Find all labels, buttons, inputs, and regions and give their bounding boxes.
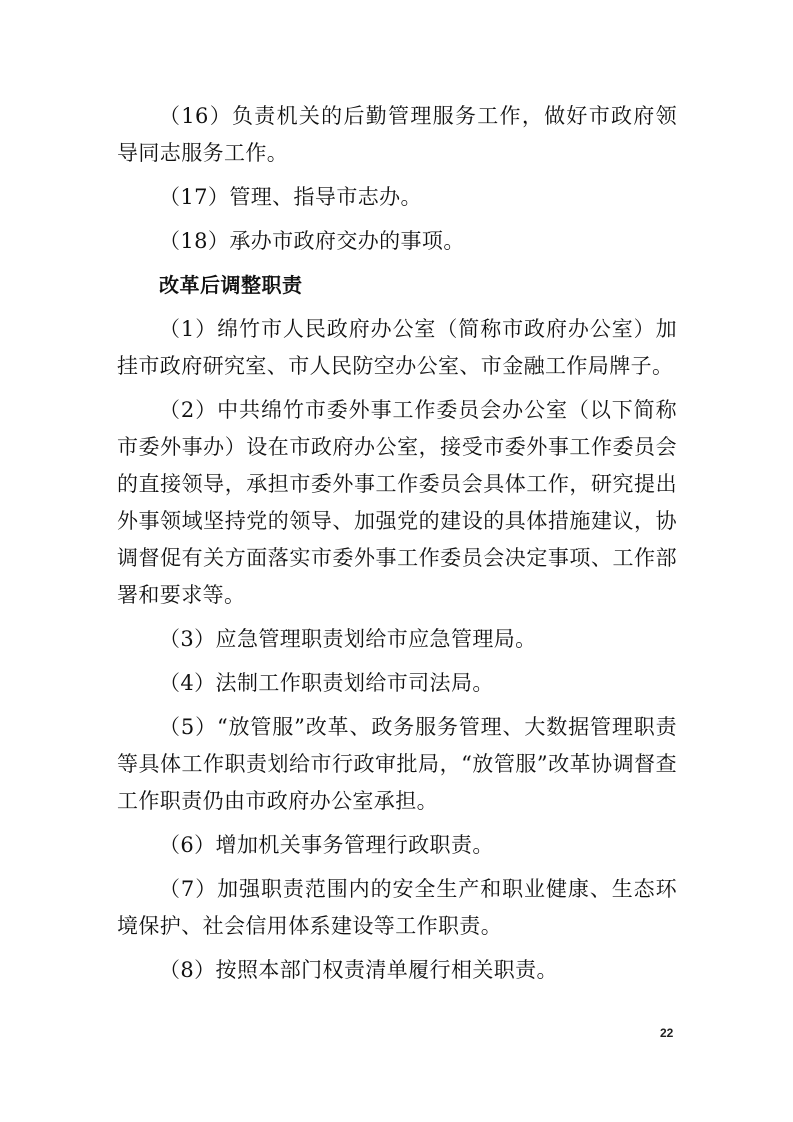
paragraph-adjust-6: （6）增加机关事务管理行政职责。 xyxy=(159,833,494,857)
paragraph-adjust-2: （2）中共绵竹市委外事工作委员会办公室（以下简称市委外事办）设在市政府办公室，接受市委外事工作委员会的直接领导，承担市委外事工作委员会具体工作，研究提出外事领域坚持党的领导、加强党的建设的具体措施建议，协调督促有关方面落实市委外事工作委员会决定事项、工作部署和要求等。 xyxy=(117,398,677,607)
paragraph-adjust-7: （7）加强职责范围内的安全生产和职业健康、生态环境保护、社会信用体系建设等工作职责。 xyxy=(117,877,677,938)
page-number: 22 xyxy=(660,1026,674,1040)
paragraph-adjust-1: （1）绵竹市人民政府办公室（简称市政府办公室）加挂市政府研究室、市人民防空办公室、市金融工作局牌子。 xyxy=(117,317,677,378)
paragraph-adjust-3: （3）应急管理职责划给市应急管理局。 xyxy=(159,627,537,651)
paragraph-adjust-4: （4）法制工作职责划给市司法局。 xyxy=(159,671,494,695)
section-heading: 改革后调整职责 xyxy=(159,273,303,297)
paragraph-adjust-8: （8）按照本部门权责清单履行相关职责。 xyxy=(159,958,558,982)
paragraph-18: （18）承办市政府交办的事项。 xyxy=(159,229,465,253)
paragraph-17: （17）管理、指导市志办。 xyxy=(159,185,422,209)
document-body xyxy=(117,98,677,989)
paragraph-adjust-5: （5）“放管服”改革、政务服务管理、大数据管理职责等具体工作职责划给市行政审批局，“放管服”改革协调督查工作职责仍由市政府办公室承担。 xyxy=(117,715,677,813)
paragraph-16: （16）负责机关的后勤管理服务工作，做好市政府领导同志服务工作。 xyxy=(117,104,677,165)
